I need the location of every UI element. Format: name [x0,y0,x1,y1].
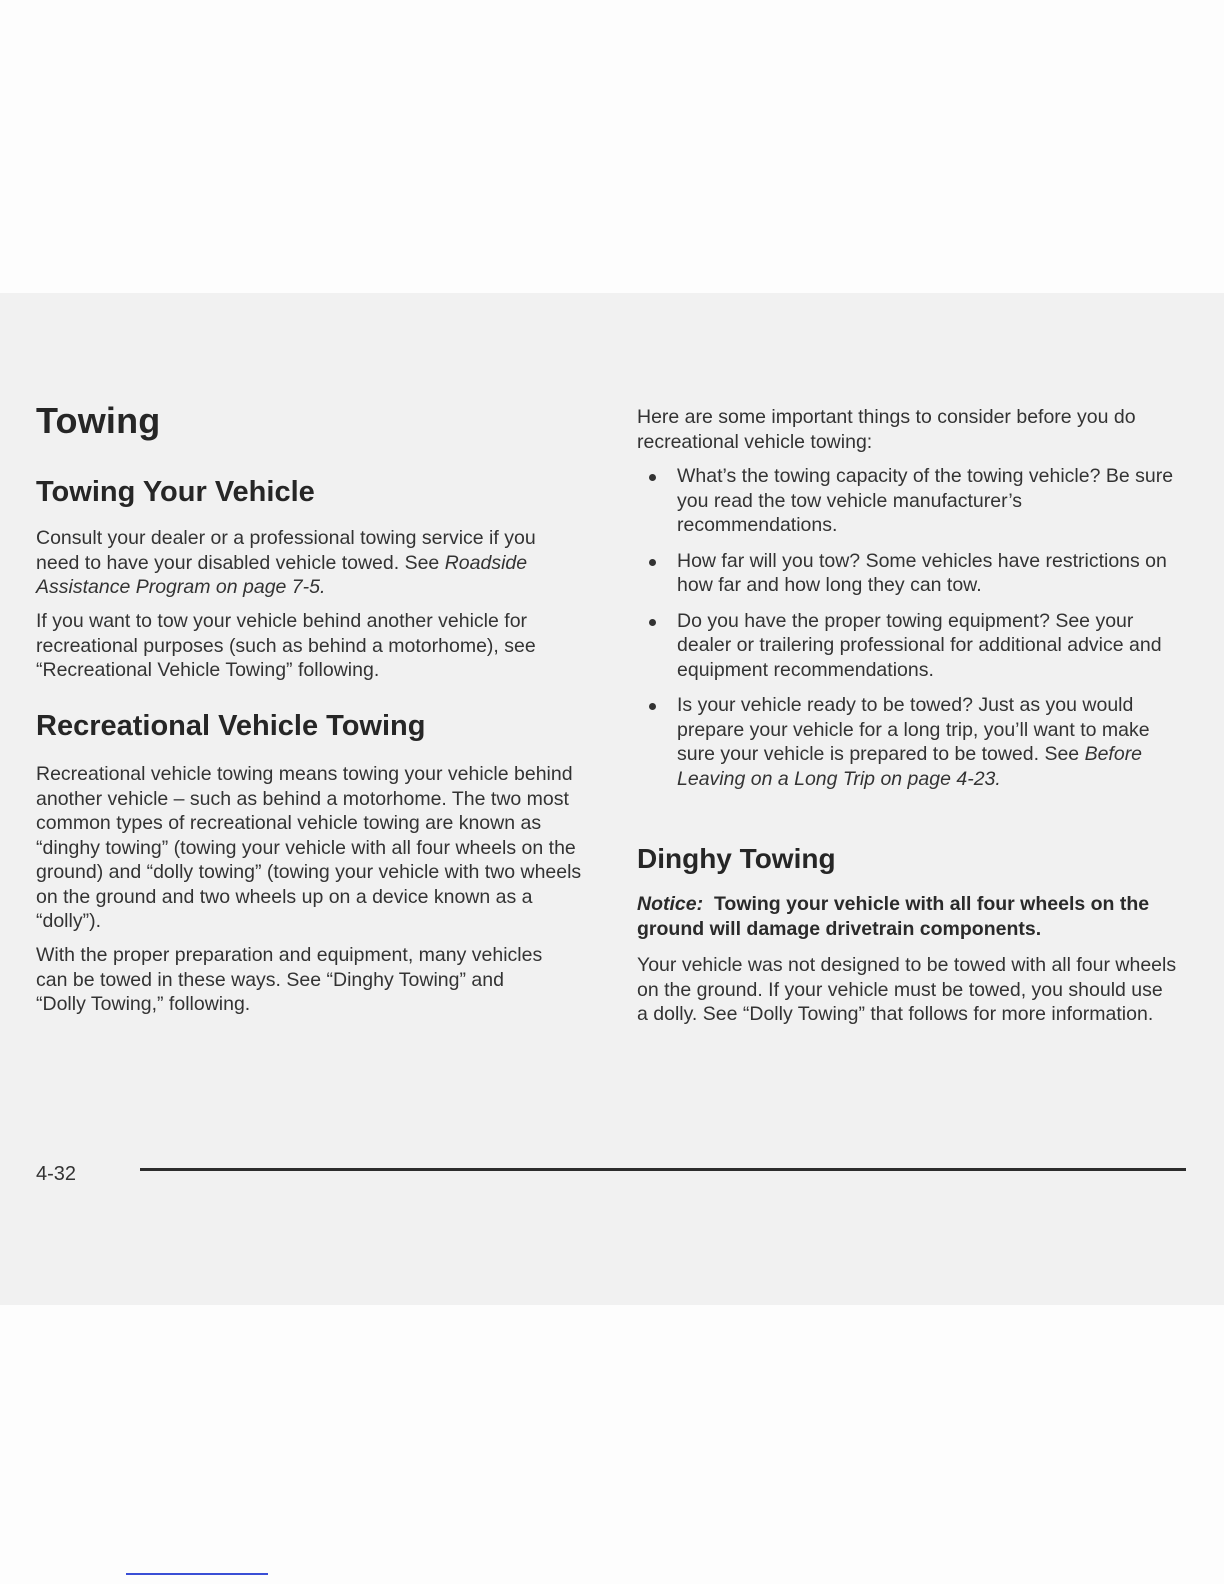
recreational-vehicle-towing-paragraph-1: Recreational vehicle towing means towing your vehicle behind another vehicle – such as behind a motorhome. The two most common types of recreational vehicle towing are known as “dinghy towing” (towing your vehicle with all four wheels on the ground) and “dolly towing” (towing your vehicle with two wheels on the ground and two wheels up on a device known as a “dolly”). [36,763,582,932]
list-item [637,609,1177,683]
manual-page [0,293,1224,1305]
section-heading-recreational-vehicle-towing: Recreational Vehicle Towing [36,710,426,742]
page-number: 4-32 [36,1163,77,1185]
dinghy-towing-notice [637,892,1182,941]
footer-rule [140,1168,1186,1171]
link-underline [126,1573,268,1575]
considerations-list [637,464,1177,802]
section-heading-dinghy-towing: Dinghy Towing [637,843,836,874]
list-item-text: Do you have the proper towing equipment? See your dealer or trailering professional for additional advice and equipment recommendations. [677,609,1162,681]
dinghy-towing-paragraph: Your vehicle was not designed to be towed with all four wheels on the ground. If your vehicle must be towed, you should use a dolly. See “Dolly Towing” that follows for more information. [637,954,1177,1025]
bullet-icon [649,474,656,481]
list-item-text: How far will you tow? Some vehicles have restrictions on how far and how long they can tow. [677,549,1167,596]
towing-your-vehicle-paragraph-1 [36,526,556,600]
bullet-icon [649,619,656,626]
page-title: Towing [36,400,161,441]
list-item-text: Is your vehicle ready to be towed? Just as you would prepare your vehicle for a long trip, you’ll want to make sure your vehicle is prepared to be towed. See [677,694,1150,765]
paragraph-text: Consult your dealer or a professional towing service if you need to have your disabled vehicle towed. See [36,527,536,574]
section-heading-towing-your-vehicle: Towing Your Vehicle [36,476,315,508]
long-trip-reference: Before Leaving on a Long Trip on page 4-23. [677,743,1143,790]
towing-your-vehicle-paragraph-2: If you want to tow your vehicle behind another vehicle for recreational purposes (such as behind a motorhome), see “Recreational Vehicle Towing” following. [36,610,536,681]
roadside-assistance-reference: Roadside Assistance Program on page 7-5. [36,551,528,598]
list-item [637,549,1177,598]
list-item [637,693,1177,791]
notice-label: Notice: [637,893,704,915]
considerations-intro: Here are some important things to consider before you do recreational vehicle towing: [637,406,1136,453]
bullet-icon [649,703,656,710]
bullet-icon [649,559,656,566]
recreational-vehicle-towing-paragraph-2: With the proper preparation and equipment, many vehicles can be towed in these ways. See “Dinghy Towing” and “Dolly Towing,” following. [36,944,543,1015]
list-item [637,464,1177,538]
list-item-text: What’s the towing capacity of the towing vehicle? Be sure you read the tow vehicle manufacturer’s recommendations. [677,465,1174,536]
notice-text: Towing your vehicle with all four wheels on the ground will damage drivetrain components. [637,893,1150,940]
